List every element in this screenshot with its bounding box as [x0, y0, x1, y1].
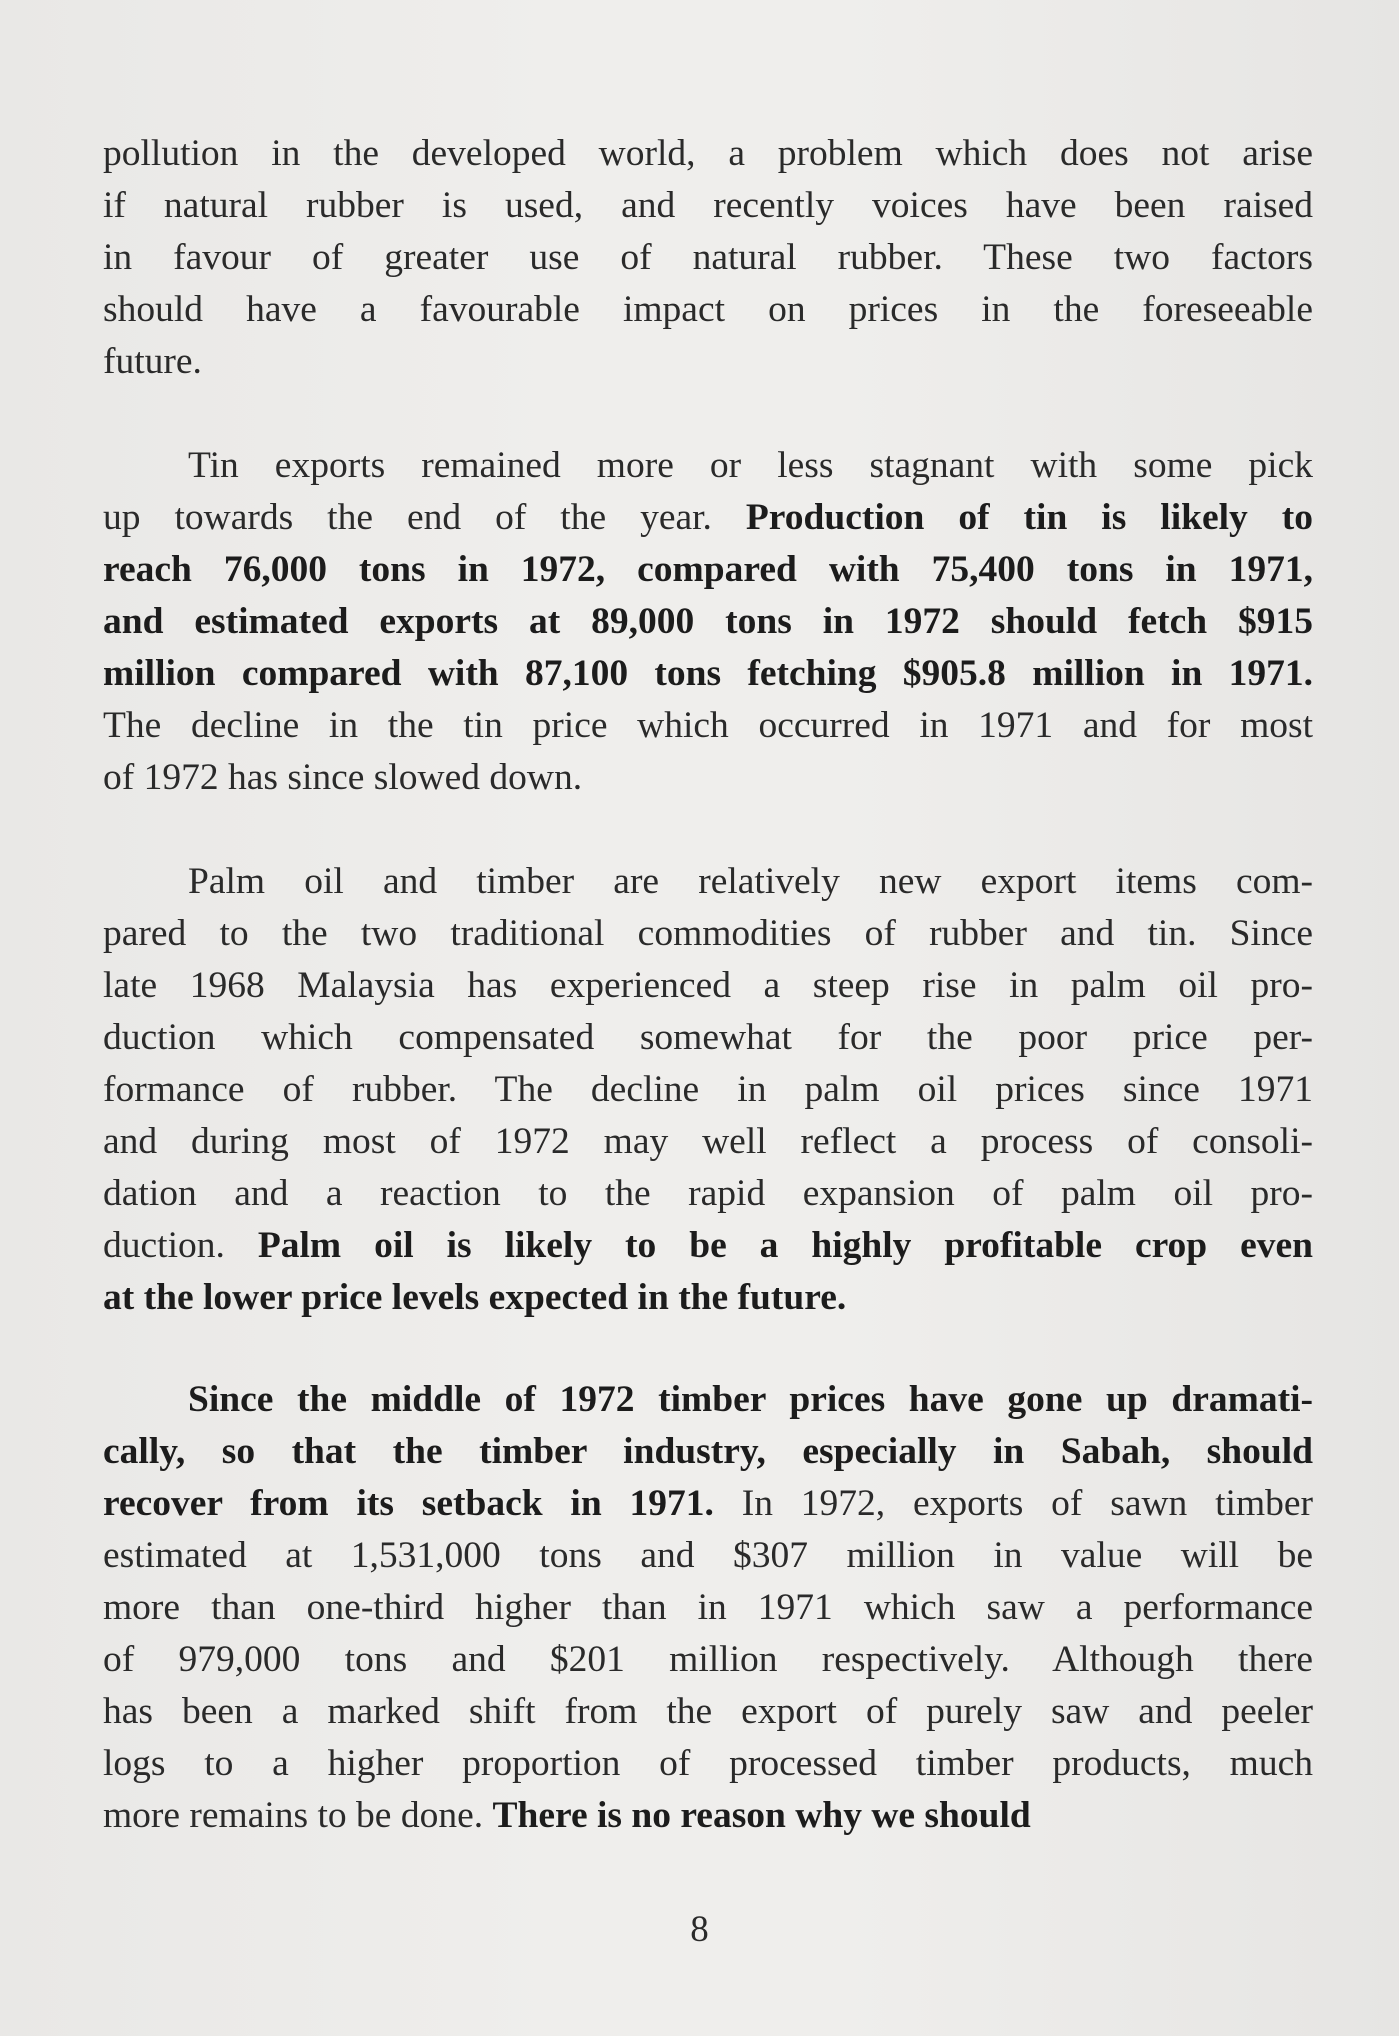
text-line: [103, 596, 1313, 648]
text-line: [103, 1168, 1313, 1220]
text-line: [103, 1478, 1313, 1530]
paragraph-palm-oil-timber: [103, 856, 1313, 1324]
text-run: In 1972, exports of sawn timber: [713, 1483, 1314, 1524]
text-run: duction.: [103, 1225, 258, 1266]
text-run: more than one-third higher than in 1971 which saw a performance: [103, 1587, 1313, 1628]
text-line: [103, 1686, 1313, 1738]
text-line: [103, 700, 1313, 752]
bold-text-run: Production of tin is likely to: [745, 497, 1313, 538]
text-run: future.: [103, 341, 202, 382]
text-line: [103, 1790, 1313, 1842]
text-line: [103, 284, 1313, 336]
text-run: has been a marked shift from the export of purely saw and peeler: [103, 1691, 1313, 1732]
paragraph-rubber-conclusion: [103, 128, 1313, 388]
bold-text-run: Since the middle of 1972 timber prices have gone up dramati-: [188, 1379, 1313, 1420]
text-line: [103, 1272, 1313, 1324]
text-line: [103, 648, 1313, 700]
text-line: [103, 960, 1313, 1012]
bold-text-run: million compared with 87,100 tons fetching $905.8 million in 1971.: [103, 653, 1313, 694]
bold-text-run: recover from its setback in 1971.: [103, 1483, 714, 1524]
text-line: [103, 1220, 1313, 1272]
text-line: [103, 492, 1313, 544]
text-run: duction which compensated somewhat for the poor price per-: [103, 1017, 1313, 1058]
text-line: [103, 1634, 1313, 1686]
paragraph-timber-prices: [103, 1374, 1313, 1842]
text-run: more remains to be done.: [103, 1795, 493, 1836]
text-line: [103, 336, 1313, 388]
text-line: [103, 1374, 1313, 1426]
text-line: [103, 856, 1313, 908]
text-run: up towards the end of the year.: [103, 497, 746, 538]
text-run: The decline in the tin price which occurred in 1971 and for most: [103, 705, 1313, 746]
text-line: [103, 752, 1313, 804]
text-line: [103, 544, 1313, 596]
text-line: [103, 180, 1313, 232]
paragraph-tin-exports: [103, 440, 1313, 804]
text-run: pared to the two traditional commodities of rubber and tin. Since: [103, 913, 1313, 954]
bold-text-run: and estimated exports at 89,000 tons in 1972 should fetch $915: [103, 601, 1313, 642]
bold-text-run: Palm oil is likely to be a highly profitable crop even: [257, 1225, 1314, 1266]
bold-text-run: at the lower price levels expected in the future.: [103, 1277, 847, 1318]
bold-text-run: cally, so that the timber industry, especially in Sabah, should: [103, 1431, 1313, 1472]
text-run: in favour of greater use of natural rubber. These two factors: [103, 237, 1313, 278]
bold-text-run: reach 76,000 tons in 1972, compared with 75,400 tons in 1971,: [103, 549, 1313, 590]
text-run: and during most of 1972 may well reflect a process of consoli-: [103, 1121, 1313, 1162]
text-line: [103, 232, 1313, 284]
text-line: [103, 440, 1313, 492]
text-run: logs to a higher proportion of processed timber products, much: [103, 1743, 1313, 1784]
text-line: [103, 908, 1313, 960]
text-line: [103, 1064, 1313, 1116]
page-number: 8: [690, 1909, 709, 1950]
text-line: [103, 1116, 1313, 1168]
text-line: [103, 1426, 1313, 1478]
text-line: [103, 1582, 1313, 1634]
text-run: late 1968 Malaysia has experienced a steep rise in palm oil pro-: [103, 965, 1313, 1006]
text-run: Tin exports remained more or less stagnant with some pick: [188, 445, 1313, 486]
text-run: if natural rubber is used, and recently voices have been raised: [103, 185, 1313, 226]
text-run: of 979,000 tons and $201 million respectively. Although there: [103, 1639, 1313, 1680]
text-run: should have a favourable impact on prices in the foreseeable: [103, 289, 1313, 330]
text-line: [103, 1738, 1313, 1790]
text-line: [103, 1012, 1313, 1064]
text-run: of 1972 has since slowed down.: [103, 757, 583, 798]
bold-text-run: There is no reason why we should: [492, 1795, 1031, 1836]
text-run: Palm oil and timber are relatively new export items com-: [188, 861, 1313, 902]
text-line: [103, 128, 1313, 180]
text-run: estimated at 1,531,000 tons and $307 million in value will be: [103, 1535, 1313, 1576]
text-line: [103, 1530, 1313, 1582]
text-run: formance of rubber. The decline in palm oil prices since 1971: [103, 1069, 1313, 1110]
text-run: dation and a reaction to the rapid expansion of palm oil pro-: [103, 1173, 1313, 1214]
text-run: pollution in the developed world, a problem which does not arise: [103, 133, 1313, 174]
